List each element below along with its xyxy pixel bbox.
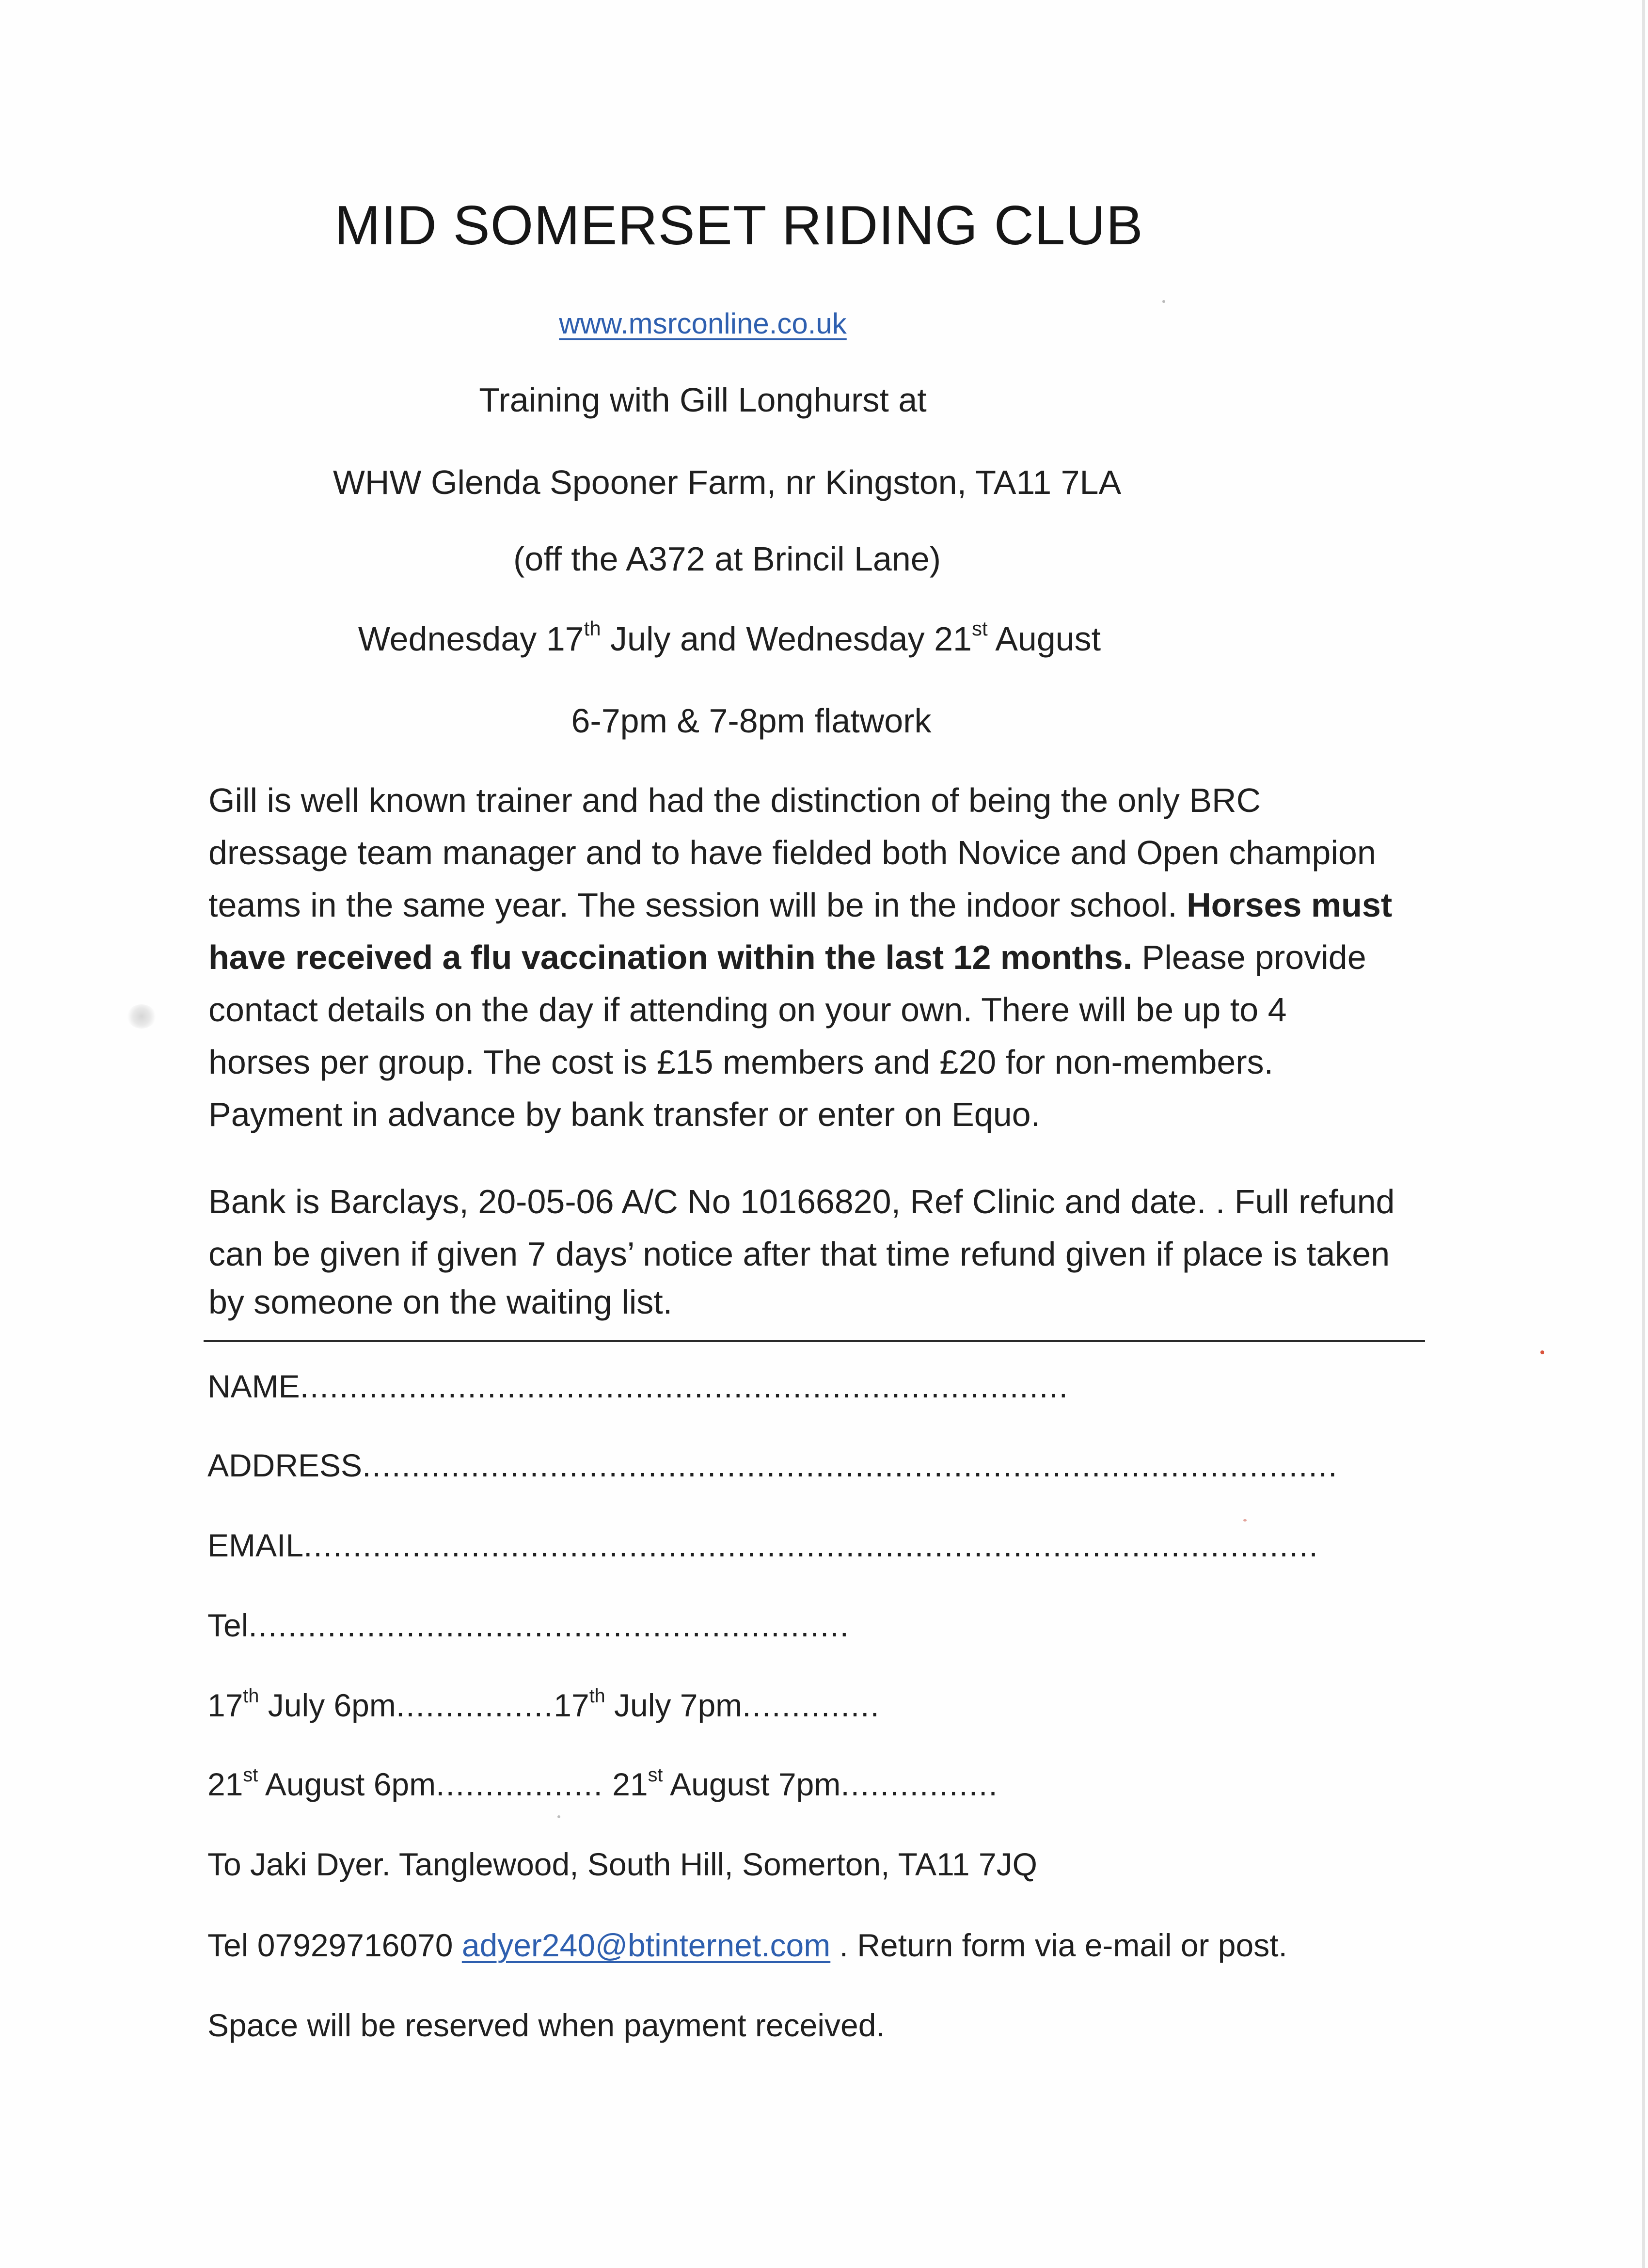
july-sessions-row — [207, 1687, 880, 1724]
scan-speck — [1243, 1519, 1247, 1522]
august-6pm-option[interactable] — [207, 1766, 603, 1802]
scan-speck — [1162, 300, 1165, 303]
august-7pm-option[interactable] — [603, 1766, 998, 1802]
bank-line: can be given if given 7 days’ notice after that time refund given if place is taken — [208, 1235, 1390, 1273]
address-label: ADDRESS — [207, 1447, 363, 1483]
dates-sup-1: th — [584, 617, 601, 640]
description-line: dressage team manager and to have fielded both Novice and Open champion — [208, 834, 1376, 872]
august-6pm-dots: ................. — [436, 1766, 603, 1802]
description-line: horses per group. The cost is £15 members and £20 for non-members. — [208, 1043, 1274, 1081]
training-with-line: Training with Gill Longhurst at — [479, 381, 927, 419]
contact-email-link[interactable]: adyer240@btinternet.com — [461, 1927, 831, 1963]
tel-dots: ............................................................. — [248, 1607, 850, 1643]
description-line: Gill is well known trainer and had the distinction of being the only BRC — [208, 781, 1261, 819]
august-7pm-label: August 7pm — [663, 1766, 841, 1802]
club-title: MID SOMERSET RIDING CLUB — [334, 195, 1143, 256]
july-date-sup: th — [589, 1685, 605, 1707]
directions-line: (off the A372 at Brincil Lane) — [513, 540, 941, 578]
vaccination-warning-bold: have received a flu vaccination within the last 12 months. — [208, 938, 1133, 976]
scan-smudge — [127, 1004, 156, 1029]
address-dots: ................................................................................................... — [362, 1447, 1338, 1483]
reservation-note: Space will be reserved when payment received. — [207, 2007, 885, 2043]
page-edge-shadow — [1642, 0, 1645, 2268]
july-7pm-dots: .............. — [742, 1687, 880, 1723]
july-6pm-dots: ................ — [396, 1687, 554, 1723]
august-date-sup: st — [648, 1764, 663, 1786]
description-line: contact details on the day if attending on your own. There will be up to 4 — [208, 991, 1287, 1029]
scan-speck — [1540, 1350, 1544, 1354]
contact-tel: Tel 07929716070 — [207, 1927, 462, 1963]
description-paragraph — [208, 774, 1392, 1141]
name-dots: .............................................................................. — [300, 1368, 1069, 1404]
email-dots: ....................................................................................................... — [303, 1527, 1319, 1563]
venue-line: WHW Glenda Spooner Farm, nr Kingston, TA11 7LA — [333, 463, 1122, 501]
times-line: 6-7pm & 7-8pm flatwork — [571, 702, 932, 740]
august-sessions-row — [207, 1766, 998, 1803]
description-line — [208, 879, 1392, 931]
bank-line: by someone on the waiting list. — [208, 1283, 673, 1321]
july-7pm-label: July 7pm — [605, 1687, 743, 1723]
return-instructions: . Return form via e-mail or post. — [830, 1927, 1287, 1963]
description-line: Payment in advance by bank transfer or enter on Equo. — [208, 1095, 1041, 1133]
dates-part-1: Wednesday 17 — [358, 620, 584, 658]
description-text: teams in the same year. The session will be in the indoor school. — [208, 886, 1187, 924]
tel-label: Tel — [207, 1607, 249, 1643]
dates-sup-2: st — [971, 617, 988, 640]
dates-part-3: August — [987, 620, 1101, 658]
address-field[interactable] — [207, 1447, 1338, 1484]
bank-line: Bank is Barclays, 20-05-06 A/C No 10166820, Ref Clinic and date. . Full refund — [208, 1183, 1395, 1221]
website-link[interactable]: www.msrconline.co.uk — [559, 307, 847, 340]
august-date: 21 — [207, 1766, 243, 1802]
august-7pm-dots: ................ — [840, 1766, 998, 1802]
tel-field[interactable] — [207, 1607, 850, 1644]
vaccination-warning-bold: Horses must — [1187, 886, 1393, 924]
july-date: 17 — [207, 1687, 243, 1723]
july-7pm-option[interactable] — [554, 1687, 880, 1723]
email-label: EMAIL — [207, 1527, 304, 1563]
july-6pm-label: July 6pm — [259, 1687, 396, 1723]
name-field[interactable] — [207, 1368, 1069, 1405]
july-6pm-option[interactable] — [207, 1687, 554, 1723]
dates-part-2: July and Wednesday 21 — [601, 620, 972, 658]
july-date-sup: th — [243, 1685, 259, 1707]
bank-paragraph — [208, 1175, 1394, 1324]
july-date: 17 — [554, 1687, 589, 1723]
august-6pm-label: August 6pm — [258, 1766, 436, 1802]
section-divider — [204, 1340, 1425, 1342]
scan-speck — [557, 1815, 560, 1818]
website-link-wrapper — [533, 307, 872, 340]
august-date: 21 — [603, 1766, 648, 1802]
dates-line — [291, 619, 1168, 658]
email-field[interactable] — [207, 1527, 1319, 1564]
description-text: Please provide — [1132, 938, 1366, 976]
august-date-sup: st — [243, 1764, 258, 1786]
description-line — [208, 931, 1392, 983]
send-to-address: To Jaki Dyer. Tanglewood, South Hill, Somerton, TA11 7JQ — [207, 1846, 1037, 1882]
name-label: NAME — [207, 1368, 300, 1404]
contact-line — [207, 1927, 1287, 1964]
